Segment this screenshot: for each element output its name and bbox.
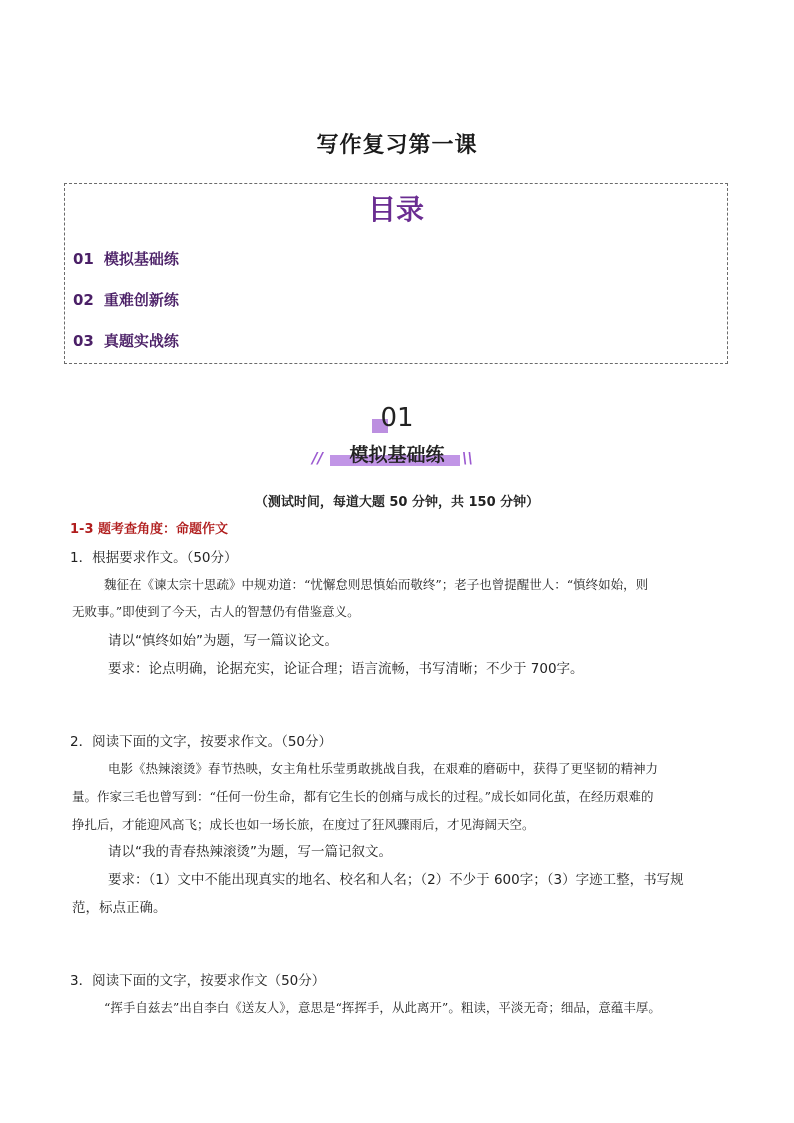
toc-item-label: 重难创新练 xyxy=(103,291,179,309)
toc-heading: 目录 xyxy=(367,193,424,226)
toc-item-label: 真题实战练 xyxy=(103,332,179,350)
toc-item-3[interactable] xyxy=(73,330,179,351)
question-3-heading: 3．阅读下面的文字，按要求作文（50分） xyxy=(70,973,326,989)
section-slash-right: \\ xyxy=(462,449,473,467)
toc-item-number: 02 xyxy=(73,291,94,309)
section-number: 01 xyxy=(380,403,414,433)
question-3-line: “挥手自兹去”出自李白《送友人》，意思是“挥挥手，从此离开”。粗读，平淡无奇；细品，意蕴丰厚。 xyxy=(104,1000,661,1015)
question-2-line: 电影《热辣滚烫》春节热映，女主角杜乐莹勇敢挑战自我，在艰难的磨砺中，获得了更坚韧的精神力 xyxy=(108,761,659,776)
question-1-line: 无败事。”即使到了今天，古人的智慧仍有借鉴意义。 xyxy=(72,604,360,619)
question-2-line: 范，标点正确。 xyxy=(72,900,167,916)
question-2-line: 量。作家三毛也曾写到：“任何一份生命，都有它生长的创痛与成长的过程。”成长如同化茧，在经历艰难的 xyxy=(72,789,654,804)
question-1-line: 请以“慎终如始”为题，写一篇议论文。 xyxy=(108,633,338,649)
toc-item-label: 模拟基础练 xyxy=(103,250,179,268)
question-angle: 1-3 题考查角度：命题作文 xyxy=(70,522,229,537)
test-time-note: （测试时间，每道大题 50 分钟，共 150 分钟） xyxy=(254,495,540,510)
toc-item-number: 03 xyxy=(73,332,94,350)
toc-box xyxy=(64,183,728,364)
question-1-heading: 1．根据要求作文。（50分） xyxy=(70,550,238,566)
question-1-line: 魏征在《谏太宗十思疏》中规劝道：“忧懈怠则思慎始而敬终”；老子也曾提醒世人：“慎终如始，则 xyxy=(104,577,649,592)
question-1-line: 要求：论点明确，论据充实，论证合理；语言流畅，书写清晰；不少于 700字。 xyxy=(108,661,584,677)
page-title: 写作复习第一课 xyxy=(316,133,478,158)
section-title-wrap xyxy=(0,440,794,467)
question-2-heading: 2．阅读下面的文字，按要求作文。（50分） xyxy=(70,734,333,750)
question-2-line: 请以“我的青春热辣滚烫”为题，写一篇记叙文。 xyxy=(108,844,392,860)
toc-item-1[interactable] xyxy=(73,248,179,269)
section-slash-left: // xyxy=(312,449,323,467)
question-2-line: 挣扎后，才能迎风高飞；成长也如一场长旅，在度过了狂风骤雨后，才见海阔天空。 xyxy=(72,817,535,832)
question-2-line: 要求：（1）文中不能出现真实的地名、校名和人名；（2）不少于 600字；（3）字迹工整，书写规 xyxy=(108,872,684,888)
section-title: 模拟基础练 xyxy=(349,444,445,466)
toc-item-number: 01 xyxy=(73,250,94,268)
toc-item-2[interactable] xyxy=(73,289,179,310)
